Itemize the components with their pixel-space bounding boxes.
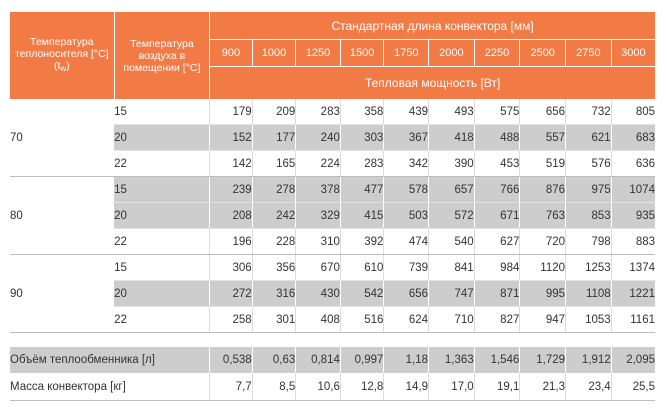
power-value-cell: 306 (210, 255, 252, 281)
power-value-cell: 224 (296, 151, 341, 177)
power-value-cell: 408 (296, 307, 341, 333)
power-value-cell: 853 (566, 203, 612, 229)
power-value-cell: 1108 (566, 281, 612, 307)
power-value-cell: 798 (566, 229, 612, 255)
power-value-cell: 883 (611, 229, 655, 255)
power-value-cell: 179 (210, 99, 252, 125)
power-value-cell: 474 (384, 229, 429, 255)
summary-value-cell: 1,912 (566, 347, 612, 373)
length-header-cell: 1250 (296, 40, 341, 67)
power-value-cell: 540 (429, 229, 475, 255)
power-value-cell: 827 (474, 307, 520, 333)
length-header-cell: 1000 (252, 40, 296, 67)
power-value-cell: 477 (340, 177, 384, 203)
coolant-temp-cell: 80 (10, 177, 114, 255)
table-row (10, 255, 655, 281)
power-value-cell: 519 (520, 151, 566, 177)
power-value-cell: 576 (566, 151, 612, 177)
power-header: Тепловая мощность [Вт] (210, 67, 655, 100)
summary-value-cell: 12,8 (340, 373, 384, 401)
table-row (10, 177, 655, 203)
air-temp-cell: 15 (114, 255, 210, 281)
power-value-cell: 636 (611, 151, 655, 177)
summary-value-cell: 1,18 (384, 347, 429, 373)
power-value-cell: 258 (210, 307, 252, 333)
length-header: Стандартная длина конвектора [мм] (210, 12, 655, 40)
summary-value-cell: 10,6 (296, 373, 341, 401)
power-value-cell: 995 (520, 281, 566, 307)
power-value-cell: 1253 (566, 255, 612, 281)
power-value-cell: 310 (296, 229, 341, 255)
power-value-cell: 578 (384, 177, 429, 203)
power-value-cell: 720 (520, 229, 566, 255)
length-header-cell: 1500 (340, 40, 384, 67)
power-value-cell: 278 (252, 177, 296, 203)
power-value-cell: 439 (384, 99, 429, 125)
power-value-cell: 392 (340, 229, 384, 255)
power-value-cell: 732 (566, 99, 612, 125)
power-value-cell: 763 (520, 203, 566, 229)
power-value-cell: 356 (252, 255, 296, 281)
power-value-cell: 367 (384, 125, 429, 151)
power-value-cell: 627 (474, 229, 520, 255)
summary-value-cell: 2,095 (611, 347, 655, 373)
length-header-cell: 2000 (429, 40, 475, 67)
power-value-cell: 503 (384, 203, 429, 229)
power-value-cell: 557 (520, 125, 566, 151)
power-value-cell: 657 (429, 177, 475, 203)
power-value-cell: 871 (474, 281, 520, 307)
summary-value-cell: 7,7 (210, 373, 252, 401)
power-value-cell: 1221 (611, 281, 655, 307)
power-value-cell: 572 (429, 203, 475, 229)
power-value-cell: 316 (252, 281, 296, 307)
summary-value-cell: 21,3 (520, 373, 566, 401)
power-value-cell: 747 (429, 281, 475, 307)
summary-value-cell: 25,5 (611, 373, 655, 401)
spacer-row (10, 333, 655, 348)
power-value-cell: 209 (252, 99, 296, 125)
power-value-cell: 670 (296, 255, 341, 281)
power-value-cell: 283 (296, 99, 341, 125)
summary-value-cell: 1,363 (429, 347, 475, 373)
power-value-cell: 1120 (520, 255, 566, 281)
spacer-cell (10, 333, 655, 348)
summary-value-cell: 0,814 (296, 347, 341, 373)
power-value-cell: 1053 (566, 307, 612, 333)
power-value-cell: 739 (384, 255, 429, 281)
power-value-cell: 805 (611, 99, 655, 125)
power-value-cell: 303 (340, 125, 384, 151)
coolant-temp-header-close: ) (66, 60, 70, 72)
table-body (10, 99, 655, 401)
power-value-cell: 575 (474, 99, 520, 125)
power-value-cell: 1374 (611, 255, 655, 281)
summary-value-cell: 1,546 (474, 347, 520, 373)
power-value-cell: 272 (210, 281, 252, 307)
summary-row (10, 373, 655, 401)
power-value-cell: 242 (252, 203, 296, 229)
length-header-cell: 3000 (611, 40, 655, 67)
air-temp-cell: 20 (114, 203, 210, 229)
air-temp-cell: 20 (114, 281, 210, 307)
heat-output-table (10, 12, 655, 401)
power-value-cell: 430 (296, 281, 341, 307)
power-value-cell: 947 (520, 307, 566, 333)
length-header-cell: 900 (210, 40, 252, 67)
power-value-cell: 228 (252, 229, 296, 255)
table-row (10, 99, 655, 125)
summary-value-cell: 19,1 (474, 373, 520, 401)
power-value-cell: 841 (429, 255, 475, 281)
air-temp-cell: 22 (114, 229, 210, 255)
summary-value-cell: 0,63 (252, 347, 296, 373)
power-value-cell: 984 (474, 255, 520, 281)
coolant-temp-header (10, 12, 114, 99)
power-value-cell: 329 (296, 203, 341, 229)
air-temp-cell: 15 (114, 99, 210, 125)
power-value-cell: 418 (429, 125, 475, 151)
power-value-cell: 610 (340, 255, 384, 281)
power-value-cell: 621 (566, 125, 612, 151)
air-temp-cell: 22 (114, 151, 210, 177)
power-value-cell: 935 (611, 203, 655, 229)
power-value-cell: 516 (340, 307, 384, 333)
summary-value-cell: 14,9 (384, 373, 429, 401)
power-value-cell: 152 (210, 125, 252, 151)
power-value-cell: 683 (611, 125, 655, 151)
coolant-temp-cell: 70 (10, 99, 114, 177)
power-value-cell: 1074 (611, 177, 655, 203)
power-value-cell: 624 (384, 307, 429, 333)
power-value-cell: 142 (210, 151, 252, 177)
summary-row (10, 347, 655, 373)
summary-value-cell: 8,5 (252, 373, 296, 401)
power-value-cell: 656 (384, 281, 429, 307)
air-temp-cell: 20 (114, 125, 210, 151)
coolant-temp-header-text: Температура теплоносителя [°C] (t (15, 36, 109, 72)
summary-label: Объём теплообменника [л] (10, 347, 210, 373)
power-value-cell: 301 (252, 307, 296, 333)
power-value-cell: 1161 (611, 307, 655, 333)
coolant-temp-cell: 90 (10, 255, 114, 333)
air-temp-cell: 15 (114, 177, 210, 203)
power-value-cell: 975 (566, 177, 612, 203)
power-value-cell: 542 (340, 281, 384, 307)
power-value-cell: 165 (252, 151, 296, 177)
summary-value-cell: 0,538 (210, 347, 252, 373)
air-temp-header: Температура воздуха в помещении [°C] (114, 12, 210, 99)
summary-value-cell: 1,729 (520, 347, 566, 373)
summary-value-cell: 23,4 (566, 373, 612, 401)
power-value-cell: 656 (520, 99, 566, 125)
power-value-cell: 876 (520, 177, 566, 203)
length-header-cell: 2750 (566, 40, 612, 67)
power-value-cell: 342 (384, 151, 429, 177)
power-value-cell: 493 (429, 99, 475, 125)
power-value-cell: 378 (296, 177, 341, 203)
coolant-temp-header-subscript: w (60, 64, 67, 73)
power-value-cell: 240 (296, 125, 341, 151)
air-temp-cell: 22 (114, 307, 210, 333)
power-value-cell: 177 (252, 125, 296, 151)
summary-value-cell: 0,997 (340, 347, 384, 373)
power-value-cell: 208 (210, 203, 252, 229)
power-value-cell: 283 (340, 151, 384, 177)
power-value-cell: 488 (474, 125, 520, 151)
summary-value-cell: 17,0 (429, 373, 475, 401)
length-header-cell: 2250 (474, 40, 520, 67)
summary-label: Масса конвектора [кг] (10, 373, 210, 401)
power-value-cell: 766 (474, 177, 520, 203)
power-value-cell: 710 (429, 307, 475, 333)
power-value-cell: 358 (340, 99, 384, 125)
power-value-cell: 671 (474, 203, 520, 229)
power-value-cell: 196 (210, 229, 252, 255)
length-header-cell: 1750 (384, 40, 429, 67)
length-header-cell: 2500 (520, 40, 566, 67)
power-value-cell: 415 (340, 203, 384, 229)
power-value-cell: 453 (474, 151, 520, 177)
power-value-cell: 239 (210, 177, 252, 203)
power-value-cell: 390 (429, 151, 475, 177)
